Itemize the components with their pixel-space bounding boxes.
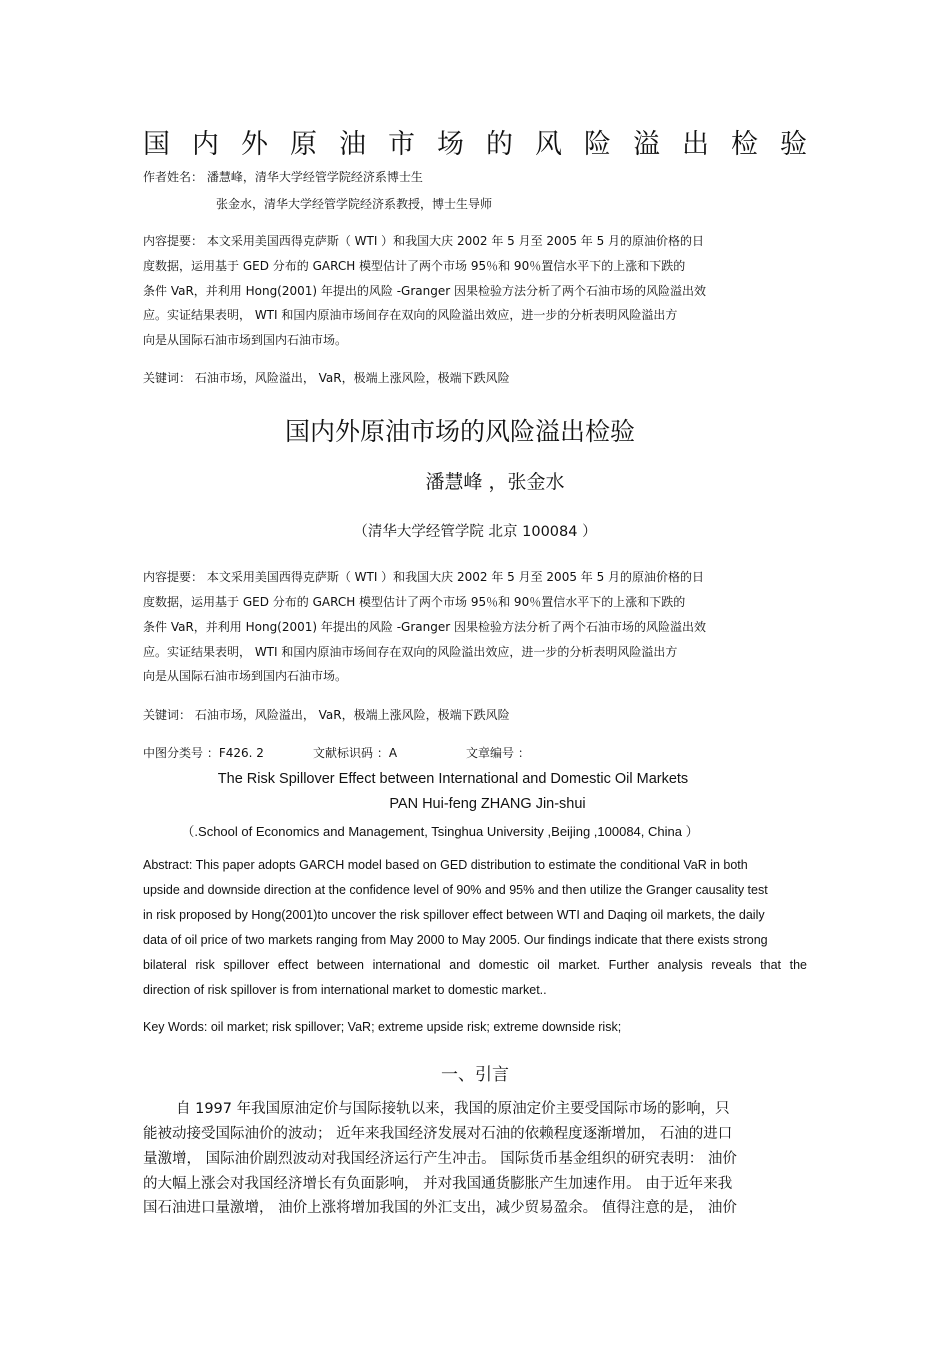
title-char: 市 (388, 129, 415, 160)
abstract-cn-line: 向是从国际石油市场到国内石油市场。 (143, 669, 348, 683)
title-char: 验 (780, 129, 807, 160)
abstract-en-line: data of oil price of two markets ranging from May 2000 to May 2005. Our findings indicate that there exists strong (143, 933, 768, 947)
abstract-en-line: in risk proposed by Hong(2001)to uncover the risk spillover effect between WTI and Daqing oil markets, the daily (143, 908, 765, 922)
title-char: 的 (486, 129, 513, 160)
title-char: 国 (143, 129, 170, 160)
english-title: The Risk Spillover Effect between International and Domestic Oil Markets (217, 771, 689, 787)
title-char: 场 (437, 129, 464, 160)
page-title: 国内外原油市场的风险溢出检验 (284, 417, 635, 446)
title-char: 检 (731, 129, 758, 160)
title-char: 险 (584, 129, 611, 160)
abstract-cn-line: 度数据，运用基于 GED 分布的 GARCH 模型估计了两个市场 95％和 90％置信水平下的上涨和下跌的 (143, 595, 686, 609)
abstract-cn-line: 条件 VaR，并利用 Hong(2001) 年提出的风险 -Granger 因果检验方法分析了两个石油市场的风险溢出效 (143, 620, 706, 634)
title-char: 溢 (633, 129, 660, 160)
author-line-2: 张金水，清华大学经管学院经济系教授，博士生导师 (216, 197, 493, 211)
author-label: 作者姓名： (143, 170, 204, 184)
title-char: 油 (339, 129, 366, 160)
affiliation-cn: （清华大学经管学院 北京 100084 ） (353, 524, 597, 540)
author-1-info: 潘慧峰，清华大学经管学院经济系博士生 (206, 170, 423, 184)
abstract-cn-line: 向是从国际石油市场到国内石油市场。 (143, 333, 348, 347)
abstract-en-line: direction of risk spillover is from international market to domestic market.. (143, 983, 547, 997)
authors: 潘慧峰 ，张金水 (425, 471, 565, 493)
body-line: 能被动接受国际油价的波动； 近年来我国经济发展对石油的依赖程度逐渐增加， 石油的进口 (143, 1126, 733, 1142)
body-line: 量激增， 国际油价剧烈波动对我国经济运行产生冲击。 国际货币基金组织的研究表明： 油价 (143, 1151, 737, 1167)
spaced-title (143, 122, 807, 161)
title-char: 内 (192, 129, 219, 160)
author-line-1 (143, 168, 423, 185)
title-char: 风 (535, 129, 562, 160)
abstract-en-line: bilateral risk spillover effect between international and domestic oil market. Further analysis reveals that the (143, 958, 807, 972)
title-char: 原 (290, 129, 317, 160)
abstract-cn-line: 应。实证结果表明， WTI 和国内原油市场间存在双向的风险溢出效应，进一步的分析表明风险溢出方 (143, 308, 678, 322)
english-authors: PAN Hui-feng ZHANG Jin-shui (389, 796, 586, 812)
keywords-cn: 关键词： 石油市场，风险溢出， VaR，极端上涨风险，极端下跌风险 (143, 371, 510, 385)
keywords-en: Key Words: oil market; risk spillover; VaR; extreme upside risk; extreme downside risk; (143, 1020, 622, 1034)
abstract-cn-line: 内容提要： 本文采用美国西得克萨斯（ WTI ）和我国大庆 2002 年 5 月至 2005 年 5 月的原油价格的日 (143, 570, 705, 584)
abstract-cn-line: 内容提要： 本文采用美国西得克萨斯（ WTI ）和我国大庆 2002 年 5 月至 2005 年 5 月的原油价格的日 (143, 234, 705, 248)
title-char: 出 (682, 129, 709, 160)
abstract-cn-line: 度数据，运用基于 GED 分布的 GARCH 模型估计了两个市场 95％和 90％置信水平下的上涨和下跌的 (143, 259, 686, 273)
keywords-cn: 关键词： 石油市场，风险溢出， VaR，极端上涨风险，极端下跌风险 (143, 708, 510, 722)
article-number: 文章编号 ： (466, 746, 530, 760)
section-heading: 一、引言 (441, 1065, 509, 1085)
doc-code: 文献标识码 ：A (313, 746, 398, 760)
abstract-en-line: upside and downside direction at the confidence level of 90% and 95% and then utilize the Granger causality test (143, 883, 768, 897)
abstract-en-line: Abstract: This paper adopts GARCH model based on GED distribution to estimate the conditional VaR in both (143, 858, 748, 872)
body-line: 自 1997 年我国原油定价与国际接轨以来，我国的原油定价主要受国际市场的影响，只 (176, 1101, 730, 1117)
clc-number: 中图分类号 ：F426. 2 (143, 746, 264, 760)
english-affiliation: （.School of Economics and Management, Tsinghua University ,Beijing ,100084, China ） (181, 824, 699, 839)
body-line: 的大幅上涨会对我国经济增长有负面影响， 并对我国通货膨胀产生加速作用。 由于近年来我 (143, 1176, 733, 1192)
title-char: 外 (241, 129, 268, 160)
abstract-cn-line: 应。实证结果表明， WTI 和国内原油市场间存在双向的风险溢出效应，进一步的分析表明风险溢出方 (143, 645, 678, 659)
abstract-cn-line: 条件 VaR，并利用 Hong(2001) 年提出的风险 -Granger 因果检验方法分析了两个石油市场的风险溢出效 (143, 284, 706, 298)
body-line: 国石油进口量激增， 油价上涨将增加我国的外汇支出，减少贸易盈余。 值得注意的是， 油价 (143, 1200, 737, 1216)
